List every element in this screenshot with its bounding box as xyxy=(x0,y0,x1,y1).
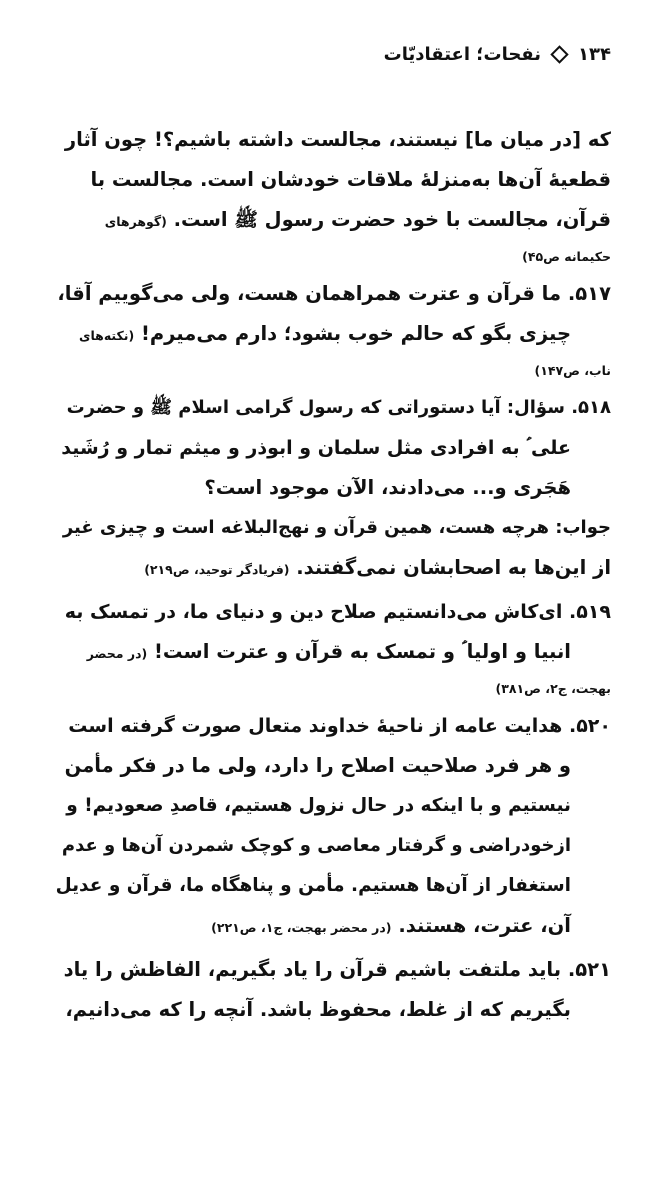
item-number: ۵۱۹. xyxy=(568,601,611,623)
citation: (در محضر xyxy=(86,646,148,661)
citation: (گوهرهای xyxy=(104,214,167,229)
list-item: ۵۲۱. باید ملتفت باشیم قرآن را یاد بگیریم، الفاظش را یاد xyxy=(63,958,611,981)
list-item-line: بگیریم که از غلط، محفوظ باشد. آنچه را که می‌دانیم، xyxy=(65,998,571,1021)
citation: بهجت، ج۲، ص۳۸۱) xyxy=(495,681,611,696)
citation: (در محضر بهجت، ج۱، ص۲۲۱) xyxy=(211,920,392,935)
intro-line-2: قطعیهٔ آن‌ها به‌منزلهٔ ملاقات خودشان است. مجالست با xyxy=(90,168,611,191)
list-item: ۵۱۸. سؤال: آیا دستوراتی که رسول گرامی اسلام ﷺ و حضرت xyxy=(66,397,611,418)
list-item-line: علی ؑ به افرادی مثل سلمان و ابوذر و میثم تمار و رُشَید xyxy=(61,437,571,459)
list-item: ۵۲۰. هدایت عامه از ناحیهٔ خداوند متعال صورت گرفته است xyxy=(68,715,611,737)
answer-line: جواب: هرچه هست، همین قرآن و نهج‌البلاغه است و چیزی غیر xyxy=(62,517,611,538)
item-number: ۵۲۱. xyxy=(567,958,611,981)
book-title: نفحات؛ اعتقادیّات xyxy=(383,44,542,65)
list-item-line: انبیا و اولیا ؑ و تمسک به قرآن و عترت است! (در محضر xyxy=(86,640,571,663)
answer-line: از این‌ها به اصحابشان نمی‌گفتند. (فریادگر توحید، ص۲۱۹) xyxy=(144,556,611,579)
citation: ناب، ص۱۴۷) xyxy=(534,363,611,378)
intro-line-3: قرآن، مجالست با خود حضرت رسول ﷺ است. (گوهرهای xyxy=(104,208,611,231)
item-number: ۵۲۰. xyxy=(568,715,611,737)
list-item-line: آن، عترت، هستند. (در محضر بهجت، ج۱، ص۲۲۱) xyxy=(211,914,571,937)
list-item: ۵۱۹. ای‌کاش می‌دانستیم صلاح دین و دنیای ما، در تمسک به xyxy=(64,601,611,623)
list-item-line: استغفار از آن‌ها هستیم. مأمن و پناهگاه ما، قرآن و عدیل xyxy=(55,875,571,896)
page-header xyxy=(384,44,611,65)
list-item-line: و هر فرد صلاحیت اصلاح را دارد، ولی ما در فکر مأمن xyxy=(64,754,571,777)
item-number: ۵۱۷. xyxy=(567,282,611,305)
page-number: ۱۳۴ xyxy=(578,44,611,65)
list-item-line: چیزی بگو که حالم خوب بشود؛ دارم می‌میرم! (نکته‌های xyxy=(79,322,571,345)
citation: (نکته‌های xyxy=(79,328,135,343)
citation: (فریادگر توحید، ص۲۱۹) xyxy=(144,562,290,577)
list-item-line: ازخودراضی و گرفتار معاصی و کوچک شمردن آن‌ها و عدم xyxy=(61,835,571,856)
page-body xyxy=(56,120,611,1030)
diamond-separator-icon xyxy=(550,45,568,63)
citation: حکیمانه ص۴۵) xyxy=(522,249,611,264)
list-item-line: نیستیم و با اینکه در حال نزول هستیم، قاصدِ صعودیم! و xyxy=(66,795,571,816)
intro-line-1: که [در میان ما] نیستند، مجالست داشته باشیم؟! چون آثار xyxy=(64,128,611,151)
list-item-line: هَجَری و... می‌دادند، الآن موجود است؟ xyxy=(204,476,571,499)
list-item: ۵۱۷. ما قرآن و عترت همراهمان هست، ولی می‌گوییم آقا، xyxy=(57,282,611,305)
item-number: ۵۱۸. xyxy=(571,397,611,418)
